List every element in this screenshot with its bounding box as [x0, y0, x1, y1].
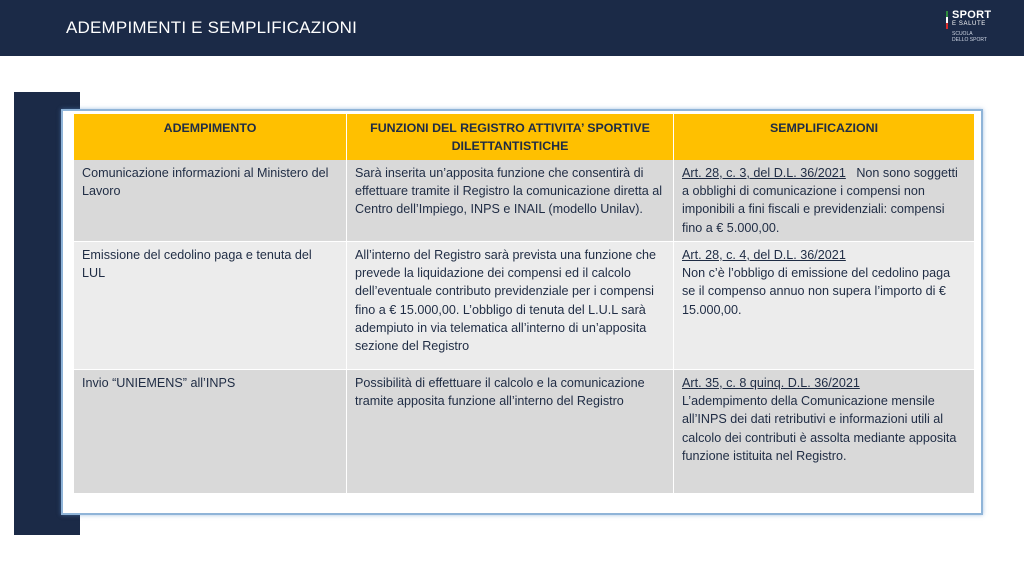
semplificazione-text: Non c’è l’obbligo di emissione del cedolino paga se il compenso annuo non supera l’importo di € 15.000,00.: [682, 266, 951, 317]
logo-main-text: SPORT: [952, 9, 992, 21]
table-cell-adempimento: Emissione del cedolino paga e tenuta del LUL: [74, 242, 347, 370]
law-reference: Art. 28, c. 3, del D.L. 36/2021: [682, 166, 846, 180]
semplificazione-text: Non sono soggetti a obblighi di comunicazione i compensi non imponibili a fini fiscali e previdenziali: compensi fino a € 5.000,00.: [682, 166, 958, 235]
law-reference: Art. 28, c. 4, del D.L. 36/2021: [682, 248, 846, 262]
table-cell-funzioni: Sarà inserita un’apposita funzione che consentirà di effettuare tramite il Registro la comunicazione diretta al Centro dell’Impiego, INPS e INAIL (modello Unilav).: [347, 160, 674, 242]
table-cell-adempimento: Comunicazione informazioni al Ministero del Lavoro: [74, 160, 347, 242]
table-cell-funzioni: Possibilità di effettuare il calcolo e la comunicazione tramite apposita funzione all’interno del Registro: [347, 370, 674, 494]
logo-school-line-2: DELLO SPORT: [952, 37, 987, 43]
logo-school-text: [952, 31, 1004, 43]
logo-sub-text: E SALUTE: [952, 21, 986, 27]
tricolor-bar-icon: [946, 11, 948, 29]
table-cell-adempimento: Invio “UNIEMENS” all’INPS: [74, 370, 347, 494]
table-cell-semplificazioni: [674, 160, 974, 242]
table-cell-semplificazioni: [674, 242, 974, 370]
column-header-adempimento: ADEMPIMENTO: [74, 114, 347, 160]
sport-e-salute-logo: [946, 9, 1006, 49]
title-bar: [0, 0, 1024, 56]
table-cell-funzioni: All’interno del Registro sarà prevista una funzione che prevede la liquidazione dei compensi ed il calcolo dell’eventuale contributo previdenziale per i compensi fino a € 15.000,00. L’obbligo di tenuta del L.U.L sarà adempiuto in via telematica all’interno di un’apposita sezione del Registro: [347, 242, 674, 370]
column-header-funzioni: FUNZIONI DEL REGISTRO ATTIVITA’ SPORTIVE DILETTANTISTICHE: [347, 114, 674, 160]
column-header-semplificazioni: SEMPLIFICAZIONI: [674, 114, 974, 160]
law-reference: Art. 35, c. 8 quinq. D.L. 36/2021: [682, 376, 860, 390]
logo-school-line-1: SCUOLA: [952, 31, 973, 37]
page-title: ADEMPIMENTI E SEMPLIFICAZIONI: [66, 18, 358, 37]
semplificazione-text: L’adempimento della Comunicazione mensile all’INPS dei dati retributivi e informazioni utili al calcolo dei contributi è assolta mediante apposita funzione istituita nel Registro.: [682, 394, 957, 463]
adempimenti-table: [74, 114, 974, 494]
table-cell-semplificazioni: [674, 370, 974, 494]
